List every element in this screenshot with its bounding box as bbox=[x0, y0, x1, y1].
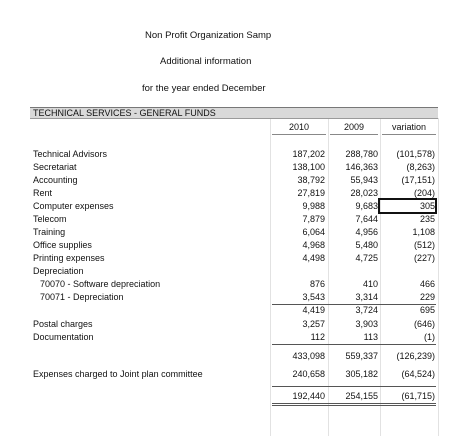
cell-2010[interactable]: 9,988 bbox=[302, 201, 325, 211]
table-row[interactable] bbox=[30, 291, 438, 304]
table-row[interactable] bbox=[30, 239, 438, 252]
cell-2010[interactable]: 27,819 bbox=[297, 188, 325, 198]
table-row[interactable] bbox=[30, 226, 438, 239]
cell-variation[interactable]: 229 bbox=[419, 292, 435, 302]
cell-variation[interactable]: (227) bbox=[413, 253, 435, 263]
cell-2009[interactable]: 559,337 bbox=[345, 351, 378, 361]
cell-variation[interactable]: 466 bbox=[419, 279, 435, 289]
cell-variation[interactable]: 695 bbox=[419, 305, 435, 315]
cell-2010[interactable]: 4,968 bbox=[302, 240, 325, 250]
cell-2009[interactable]: 146,363 bbox=[345, 162, 378, 172]
cell-2010[interactable]: 4,419 bbox=[302, 305, 325, 315]
cell-variation[interactable]: 1,108 bbox=[412, 227, 435, 237]
column-header-variation[interactable]: variation bbox=[382, 120, 436, 135]
report-period: for the year ended December bbox=[142, 83, 266, 94]
cell-variation[interactable]: (17,151) bbox=[401, 175, 435, 185]
cell-2010[interactable]: 138,100 bbox=[292, 162, 325, 172]
row-label: Training bbox=[33, 227, 66, 237]
row-label: Technical Advisors bbox=[33, 149, 108, 159]
cell-2010[interactable]: 192,440 bbox=[292, 391, 325, 401]
cell-variation[interactable]: 305 bbox=[419, 201, 435, 211]
row-label: 70070 - Software depreciation bbox=[40, 279, 161, 289]
cell-2009[interactable]: 9,683 bbox=[355, 201, 378, 211]
cell-2010[interactable]: 3,543 bbox=[302, 292, 325, 302]
cell-2009[interactable]: 55,943 bbox=[350, 175, 378, 185]
cell-variation[interactable]: (64,524) bbox=[401, 369, 435, 379]
cell-2009[interactable]: 3,903 bbox=[355, 319, 378, 329]
column-header-2010[interactable]: 2010 bbox=[272, 120, 326, 135]
row-label: 70071 - Depreciation bbox=[40, 292, 124, 302]
double-underline bbox=[272, 403, 436, 406]
cell-2009[interactable]: 5,480 bbox=[355, 240, 378, 250]
cell-2009[interactable]: 113 bbox=[363, 332, 378, 342]
cell-variation[interactable]: (646) bbox=[413, 319, 435, 329]
cell-2010[interactable]: 433,098 bbox=[292, 351, 325, 361]
selected-cell[interactable] bbox=[378, 198, 437, 214]
cell-2010[interactable]: 240,658 bbox=[292, 369, 325, 379]
cell-variation[interactable]: (204) bbox=[413, 188, 435, 198]
cell-2010[interactable]: 3,257 bbox=[302, 319, 325, 329]
table-row[interactable] bbox=[30, 174, 438, 187]
table-row[interactable] bbox=[30, 200, 438, 213]
column-header-2009[interactable]: 2009 bbox=[330, 120, 378, 135]
row-label: Telecom bbox=[33, 214, 67, 224]
row-label: Postal charges bbox=[33, 319, 93, 329]
table-row[interactable] bbox=[30, 278, 438, 291]
row-label: Rent bbox=[33, 188, 53, 198]
total-rule bbox=[272, 344, 436, 345]
table-row[interactable] bbox=[30, 368, 438, 381]
cell-2009[interactable]: 3,314 bbox=[355, 292, 378, 302]
cell-2010[interactable]: 112 bbox=[310, 332, 325, 342]
table-row[interactable] bbox=[30, 350, 438, 363]
table-row[interactable] bbox=[30, 161, 438, 174]
cell-2009[interactable]: 4,725 bbox=[355, 253, 378, 263]
section-title: TECHNICAL SERVICES - GENERAL FUNDS bbox=[33, 108, 216, 118]
cell-variation[interactable]: 235 bbox=[419, 214, 435, 224]
row-label: Documentation bbox=[33, 332, 94, 342]
table-row[interactable] bbox=[30, 318, 438, 331]
row-label: Depreciation bbox=[33, 266, 84, 276]
cell-variation[interactable]: (512) bbox=[413, 240, 435, 250]
cell-variation[interactable]: (1) bbox=[424, 332, 435, 342]
table-row[interactable] bbox=[30, 252, 438, 265]
table-row[interactable] bbox=[30, 331, 438, 344]
cell-2009[interactable]: 254,155 bbox=[345, 391, 378, 401]
cell-2009[interactable]: 305,182 bbox=[345, 369, 378, 379]
cell-variation[interactable]: (61,715) bbox=[401, 391, 435, 401]
cell-2010[interactable]: 7,879 bbox=[302, 214, 325, 224]
row-label: Secretariat bbox=[33, 162, 77, 172]
cell-variation[interactable]: (8,263) bbox=[406, 162, 435, 172]
cell-2010[interactable]: 6,064 bbox=[302, 227, 325, 237]
organization-title: Non Profit Organization Samp bbox=[145, 30, 272, 41]
row-label: Accounting bbox=[33, 175, 78, 185]
report-subtitle: Additional information bbox=[160, 56, 252, 67]
section-header bbox=[30, 107, 438, 119]
cell-2009[interactable]: 3,724 bbox=[355, 305, 378, 315]
row-label: Printing expenses bbox=[33, 253, 105, 263]
table-row[interactable] bbox=[30, 187, 438, 200]
cell-2009[interactable]: 288,780 bbox=[345, 149, 378, 159]
net-rule bbox=[272, 386, 436, 387]
table-row[interactable] bbox=[30, 148, 438, 161]
cell-2010[interactable]: 38,792 bbox=[297, 175, 325, 185]
table-row[interactable] bbox=[30, 304, 438, 317]
gridline bbox=[438, 118, 439, 436]
cell-2009[interactable]: 4,956 bbox=[355, 227, 378, 237]
table-row[interactable] bbox=[30, 213, 438, 226]
row-label: Computer expenses bbox=[33, 201, 114, 211]
cell-2009[interactable]: 28,023 bbox=[350, 188, 378, 198]
table-row[interactable] bbox=[30, 265, 438, 278]
cell-2010[interactable]: 187,202 bbox=[292, 149, 325, 159]
row-label: Expenses charged to Joint plan committee bbox=[33, 369, 203, 379]
cell-variation[interactable]: (101,578) bbox=[396, 149, 435, 159]
cell-variation[interactable]: (126,239) bbox=[396, 351, 435, 361]
table-row[interactable] bbox=[30, 390, 438, 403]
cell-2010[interactable]: 4,498 bbox=[302, 253, 325, 263]
cell-2010[interactable]: 876 bbox=[309, 279, 325, 289]
cell-2009[interactable]: 410 bbox=[362, 279, 378, 289]
row-label: Office supplies bbox=[33, 240, 92, 250]
cell-2009[interactable]: 7,644 bbox=[355, 214, 378, 224]
